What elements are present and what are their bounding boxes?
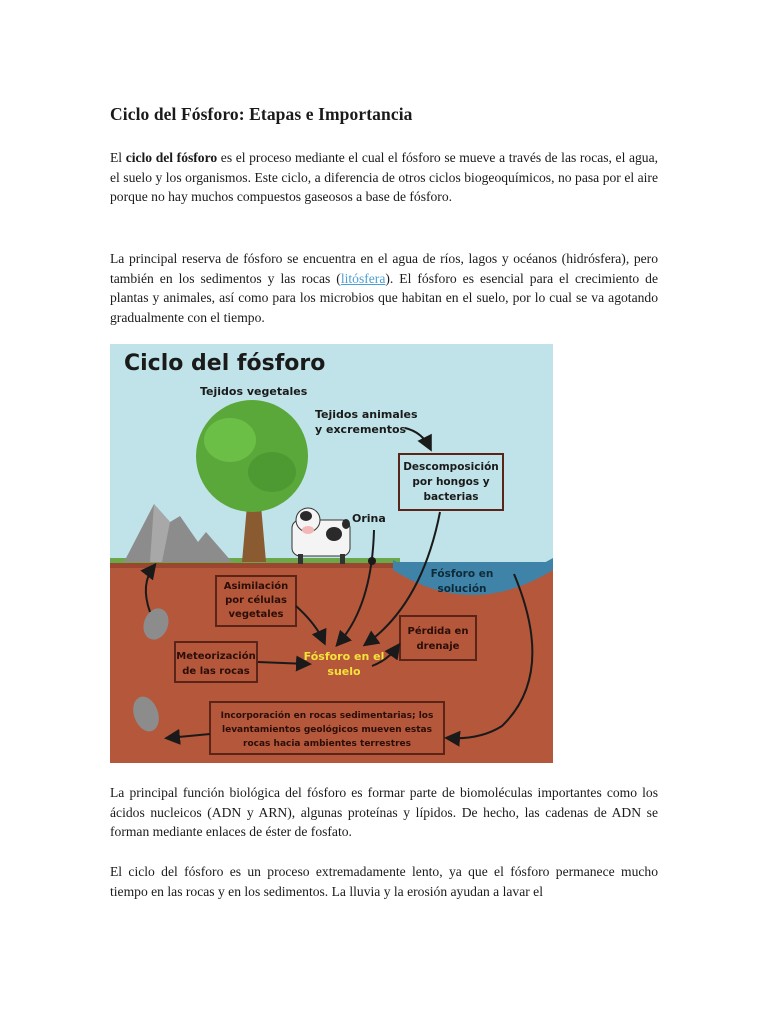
label-animal-tissues-2: y excrementos xyxy=(315,423,407,436)
label-assim-2: por células xyxy=(225,595,287,606)
label-solution-2: solución xyxy=(437,583,487,595)
paragraph-intro-lead: El xyxy=(110,150,126,165)
label-decomp-3: bacterias xyxy=(423,491,479,503)
diagram-title: Ciclo del fósforo xyxy=(124,351,326,376)
phosphorus-cycle-diagram xyxy=(110,344,553,763)
litosfera-link[interactable]: litósfera xyxy=(340,270,386,286)
label-soil-1: Fósforo en el xyxy=(303,650,385,663)
paragraph-reserve xyxy=(110,249,658,327)
label-assim-1: Asimilación xyxy=(223,581,289,592)
paragraph-biological-function: La principal función biológica del fósforo es formar parte de biomoléculas importantes como los ácidos nucleicos (ADN y ARN), algunas proteínas y lípidos. De hecho, las cadenas de ADN se forman mediante enlaces de éster de fosfato. xyxy=(110,785,658,840)
paragraph-intro xyxy=(110,148,658,207)
label-sed-3: rocas hacia ambientes terrestres xyxy=(243,739,411,749)
paragraph-intro-rest: es el proceso mediante el cual el fósforo se mueve a través de las rocas, el agua, el suelo y los organismos. Este ciclo, a diferencia de otros ciclos biogeoquímicos, no pasa por el aire porque no hay muchos compuestos gaseosos a base de fósforo. xyxy=(110,150,659,205)
label-weather-2: de las rocas xyxy=(182,666,250,677)
drainage-box xyxy=(400,616,476,660)
label-drain-1: Pérdida en xyxy=(407,626,469,637)
label-drain-2: drenaje xyxy=(416,641,460,652)
paragraph-reserve-after: ). El fósforo es esencial para el crecimiento de plantas y animales, así como para los microbios que habitan en el suelo, por lo cual se va agotando gradualmente con el tiempo. xyxy=(110,270,659,325)
label-animal-tissues-1: Tejidos animales xyxy=(315,408,418,421)
document-title: Ciclo del Fósforo: Etapas e Importancia xyxy=(110,104,413,124)
document-page xyxy=(110,100,659,899)
paragraph-slow-process: El ciclo del fósforo es un proceso extremadamente lento, ya que el fósforo permanece mucho tiempo en las rocas y en los sedimentos. La lluvia y la erosión ayudan a lavar el xyxy=(110,864,658,899)
paragraph-reserve-before: La principal reserva de fósforo se encuentra en el agua de ríos, lagos y océanos (hidrósfera), pero también en los sedimentos y las rocas ( xyxy=(110,251,658,286)
label-solution-1: Fósforo en xyxy=(430,568,494,580)
label-soil-2: suelo xyxy=(327,665,361,678)
label-sed-1: Incorporación en rocas sedimentarias; los xyxy=(220,711,434,721)
label-decomp-1: Descomposición xyxy=(403,461,499,473)
label-assim-3: vegetales xyxy=(228,609,284,620)
label-decomp-2: por hongos y xyxy=(412,476,490,488)
label-sed-2: levantamientos geológicos mueven estas xyxy=(222,725,432,735)
label-plant-tissues: Tejidos vegetales xyxy=(200,385,308,398)
label-weather-1: Meteorización xyxy=(176,651,256,662)
paragraph-intro-bold: ciclo del fósforo xyxy=(125,150,218,165)
label-urine: Orina xyxy=(352,512,386,525)
